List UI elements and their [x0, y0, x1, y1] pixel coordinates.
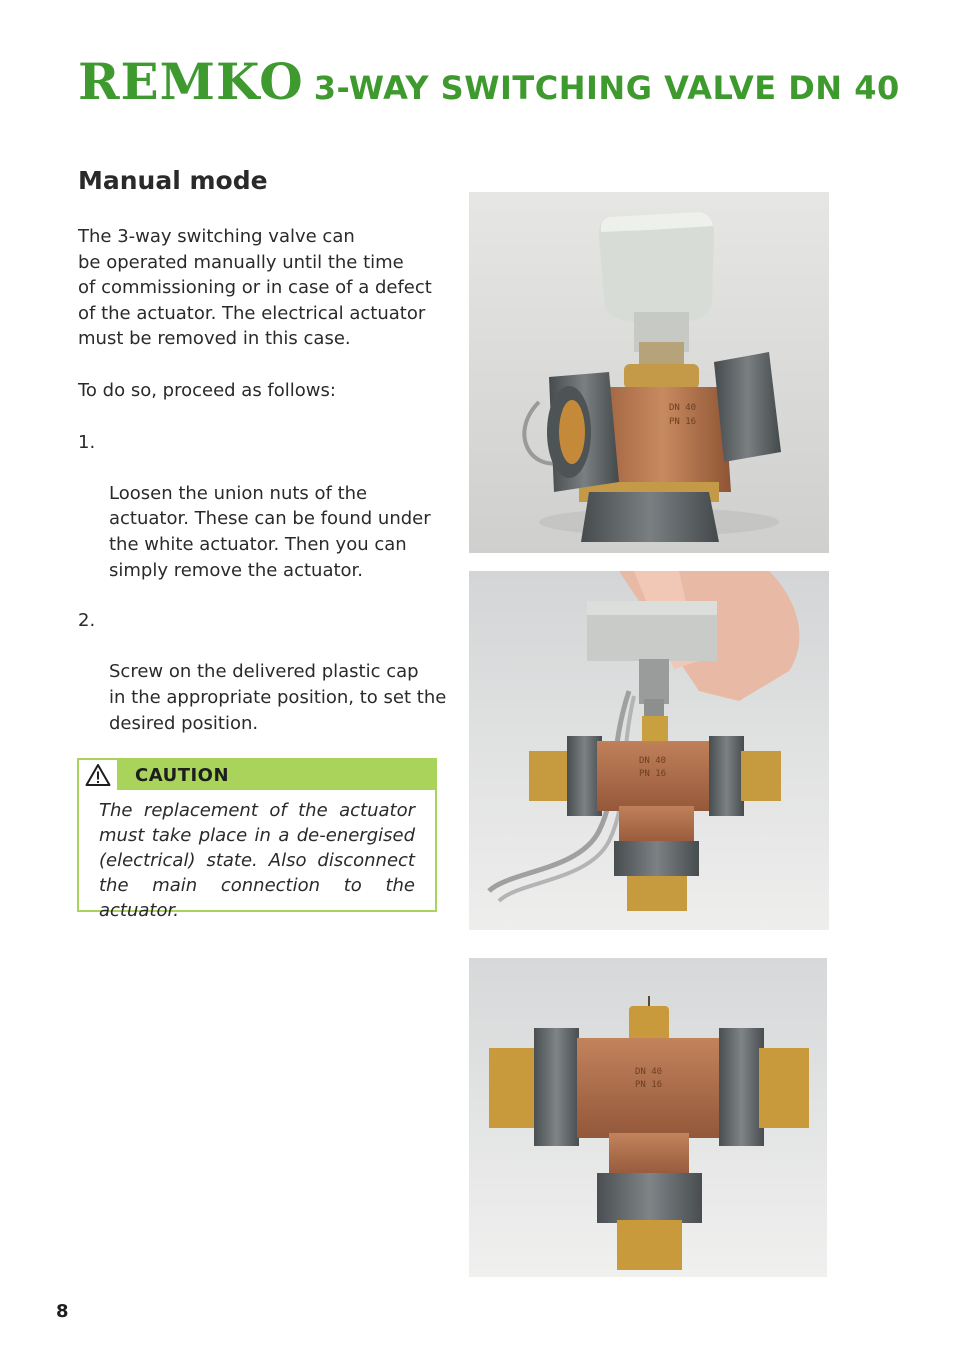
- caution-header: [79, 760, 435, 790]
- step-number: 2.: [78, 610, 96, 632]
- photo-valve-with-actuator: [469, 192, 829, 553]
- photo-valve-without-actuator: [469, 958, 827, 1277]
- svg-text:PN 16: PN 16: [669, 417, 697, 427]
- photo-removing-actuator: [469, 571, 829, 930]
- caution-box: [77, 758, 437, 921]
- instructions-text: [78, 224, 448, 761]
- page-number: 8: [56, 1301, 69, 1322]
- step-text: Loosen the union nuts of the actuator. These can be found under the white actuator. Then you can simply remove the actuator.: [109, 482, 431, 581]
- steps-list: [78, 430, 448, 737]
- warning-triangle-icon: [79, 760, 119, 790]
- list-item: [78, 430, 448, 584]
- step-text: Screw on the delivered plastic cap in the appropriate position, to set the desired position.: [109, 661, 447, 734]
- caution-label: CAUTION: [135, 765, 230, 786]
- list-item: [78, 608, 448, 736]
- page-header: [78, 52, 900, 111]
- svg-text:PN 16: PN 16: [639, 769, 667, 779]
- intro-paragraph: The 3-way switching valve can be operated manually until the time of commissioning or in case of a defect of the actuator. The electrical actuator must be removed in this case.: [78, 226, 432, 350]
- step-number: 1.: [78, 431, 96, 453]
- svg-text:DN 40: DN 40: [639, 756, 667, 766]
- svg-text:PN 16: PN 16: [635, 1080, 663, 1090]
- svg-text:DN 40: DN 40: [635, 1067, 663, 1077]
- caution-text: The replacement of the actuator must take place in a de-energised (electrical) state. Also disconnect the main connection to the actuator.: [99, 800, 415, 921]
- document-title: 3-WAY SWITCHING VALVE DN 40: [313, 69, 900, 107]
- brand-logo-text: REMKO: [78, 52, 304, 111]
- section-title: Manual mode: [78, 166, 268, 195]
- svg-text:DN 40: DN 40: [669, 403, 697, 413]
- lead-paragraph: To do so, proceed as follows:: [78, 379, 336, 401]
